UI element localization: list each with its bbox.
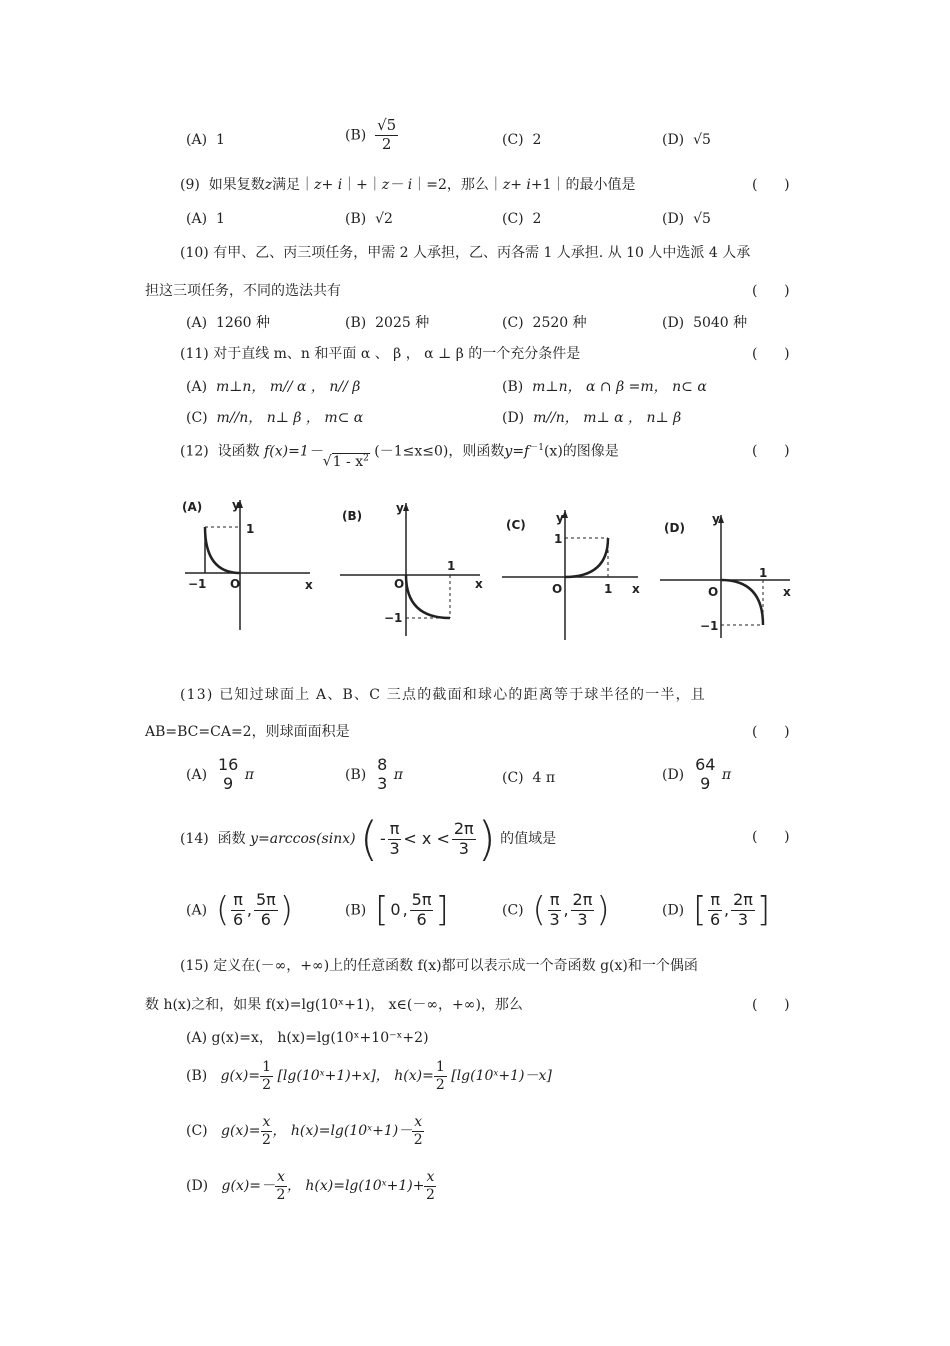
graph-c-x-label: x bbox=[632, 582, 640, 596]
q14-option-a: (A) ( $\frac{\pi}{6}$ , $\frac{5\pi}{6}$ ) bbox=[186, 890, 294, 931]
q13-stem-line1: (13) 已知过球面上 A、B、C 三点的截面和球心的距离等于球半径的一半，且 bbox=[180, 687, 706, 703]
q8-option-d: (D) √5 bbox=[662, 132, 711, 148]
q15-option-d: (D) g(x)=－ $\frac{x}{2}$ ， h(x)=lg(10ˣ+1)+ $\frac{x}{2}$ bbox=[186, 1169, 435, 1203]
graph-d-tick-1: 1 bbox=[759, 566, 768, 580]
q9-stem: (9) 如果复数z满足｜z+ i｜+｜z－ i｜=2，那么｜z+ i+1｜的最小值是 bbox=[180, 177, 636, 193]
q15-stem-line2: 数 h(x)之和，如果 f(x)=lg(10ˣ+1)， x∈(－∞，+∞)，那么 bbox=[145, 997, 523, 1013]
q10-option-d: (D) 5040 种 bbox=[662, 315, 748, 331]
q8-option-b: (B) $\frac{√5}{2}$ bbox=[345, 116, 397, 153]
q13-answer-blank[interactable]: ( ) bbox=[752, 724, 790, 740]
graph-b-origin: O bbox=[394, 577, 405, 591]
graph-a-label: (A) bbox=[182, 500, 203, 514]
q11-option-b: (B) m⊥n， α ∩ β =m， n⊂ α bbox=[502, 379, 707, 395]
graph-d-label: (D) bbox=[664, 521, 685, 535]
graph-a-x-label: x bbox=[305, 578, 313, 592]
graph-c-label: (C) bbox=[506, 518, 526, 532]
graph-b-label: (B) bbox=[342, 509, 363, 523]
q11-stem: (11) 对于直线 m、n 和平面 α 、 β ， α ⊥ β 的一个充分条件是 bbox=[180, 346, 581, 362]
graph-d-origin: O bbox=[708, 585, 719, 599]
q10-stem-line1: (10) 有甲、乙、丙三项任务，甲需 2 人承担，乙、丙各需 1 人承担. 从 10 人中选派 4 人承 bbox=[180, 245, 751, 261]
graph-b-tick-1: 1 bbox=[447, 559, 456, 573]
graph-a-origin: O bbox=[230, 577, 241, 591]
graph-c-tick-y1: 1 bbox=[554, 532, 563, 546]
q13-option-a: (A) 16 9 π bbox=[186, 755, 254, 793]
q12-graph-a bbox=[180, 495, 320, 639]
q14-option-b: (B) [ 0 , $\frac{5\pi}{6}$ ] bbox=[345, 890, 449, 931]
graph-d-tick-neg1: −1 bbox=[700, 619, 719, 633]
graph-a-tick-1: 1 bbox=[246, 522, 255, 536]
graph-a-curve bbox=[205, 527, 240, 573]
graph-a-tick-neg1: −1 bbox=[188, 577, 207, 591]
graph-b-y-arrow bbox=[403, 503, 409, 511]
graph-d-y-label: y bbox=[712, 512, 720, 526]
q9-answer-blank[interactable]: ( ) bbox=[752, 177, 790, 193]
graph-a-y-label: y bbox=[232, 498, 240, 512]
q10-option-a: (A) 1260 种 bbox=[186, 315, 271, 331]
q14-stem: (14) 函数 y=arccos(sinx) ( - $\frac{\pi}{3}$ < x < $\frac{2\pi}{3}$ ) 的值域是 bbox=[180, 812, 557, 866]
graph-b-x-label: x bbox=[475, 577, 483, 591]
q13-option-d: (D) 64 9 π bbox=[662, 755, 732, 793]
q10-option-c: (C) 2520 种 bbox=[502, 315, 587, 331]
graph-c-origin: O bbox=[552, 582, 563, 596]
graph-d-curve bbox=[721, 580, 763, 625]
q14-option-d: (D) [ $\frac{\pi}{6}$ , $\frac{2\pi}{3}$ ] bbox=[662, 890, 771, 931]
graph-d-x-label: x bbox=[783, 585, 791, 599]
q13-option-c: (C) 4 π bbox=[502, 770, 556, 786]
q13-option-b: (B) 8 3 π bbox=[345, 755, 403, 793]
q11-option-c: (C) m//n， n⊥ β ， m⊂ α bbox=[186, 410, 364, 426]
q10-option-b: (B) 2025 种 bbox=[345, 315, 430, 331]
q15-option-b: (B) g(x)= $\frac{1}{2}$ [lg(10ˣ+1)+x]， h(x)= $\frac{1}{2}$ [lg(10ˣ+1)－x] bbox=[186, 1059, 552, 1093]
q14-answer-blank[interactable]: ( ) bbox=[752, 829, 790, 845]
q8-option-a: (A) 1 bbox=[186, 132, 225, 148]
q11-answer-blank[interactable]: ( ) bbox=[752, 346, 790, 362]
q11-option-a: (A) m⊥n， m// α ， n// β bbox=[186, 379, 361, 395]
q10-answer-blank[interactable]: ( ) bbox=[752, 283, 790, 299]
q14-option-c: (C) ( $\frac{\pi}{3}$ , $\frac{2\pi}{3}$ ) bbox=[502, 890, 610, 931]
graph-b-curve bbox=[406, 575, 450, 618]
graph-b-y-label: y bbox=[396, 501, 404, 515]
graph-c-tick-x1: 1 bbox=[604, 582, 613, 596]
q9-option-b: (B) √2 bbox=[345, 211, 393, 227]
q12-stem: (12) 设函数 $f(x)=1-√1 - x^2$ (－1≤x≤0)，则函数$y=f^{-1}(x)$的图像是 bbox=[180, 443, 619, 470]
q15-answer-blank[interactable]: ( ) bbox=[752, 997, 790, 1013]
graph-c-curve bbox=[565, 538, 608, 577]
q12-graph-d bbox=[658, 510, 798, 644]
q10-stem-line2: 担这三项任务，不同的选法共有 bbox=[145, 283, 341, 299]
q9-option-a: (A) 1 bbox=[186, 211, 225, 227]
q15-stem-line1: (15) 定义在(－∞，+∞)上的任意函数 f(x)都可以表示成一个奇函数 g(x)和一个偶函 bbox=[180, 958, 698, 974]
graph-c-y-label: y bbox=[556, 511, 564, 525]
q12-graph-c bbox=[500, 505, 645, 649]
q8-option-c: (C) 2 bbox=[502, 132, 542, 148]
q15-option-a: (A) g(x)=x， h(x)=lg(10ˣ+10⁻ˣ+2) bbox=[186, 1030, 429, 1046]
q9-option-c: (C) 2 bbox=[502, 211, 542, 227]
q15-option-c: (C) g(x)= $\frac{x}{2}$ ， h(x)=lg(10ˣ+1)－ $\frac{x}{2}$ bbox=[186, 1114, 423, 1148]
q13-stem-line2: AB=BC=CA=2，则球面面积是 bbox=[145, 724, 350, 740]
q9-option-d: (D) √5 bbox=[662, 211, 711, 227]
graph-b-tick-neg1: −1 bbox=[384, 611, 403, 625]
q12-graph-b bbox=[338, 498, 488, 642]
q12-answer-blank[interactable]: ( ) bbox=[752, 443, 790, 459]
q11-option-d: (D) m//n， m⊥ α ， n⊥ β bbox=[502, 410, 682, 426]
